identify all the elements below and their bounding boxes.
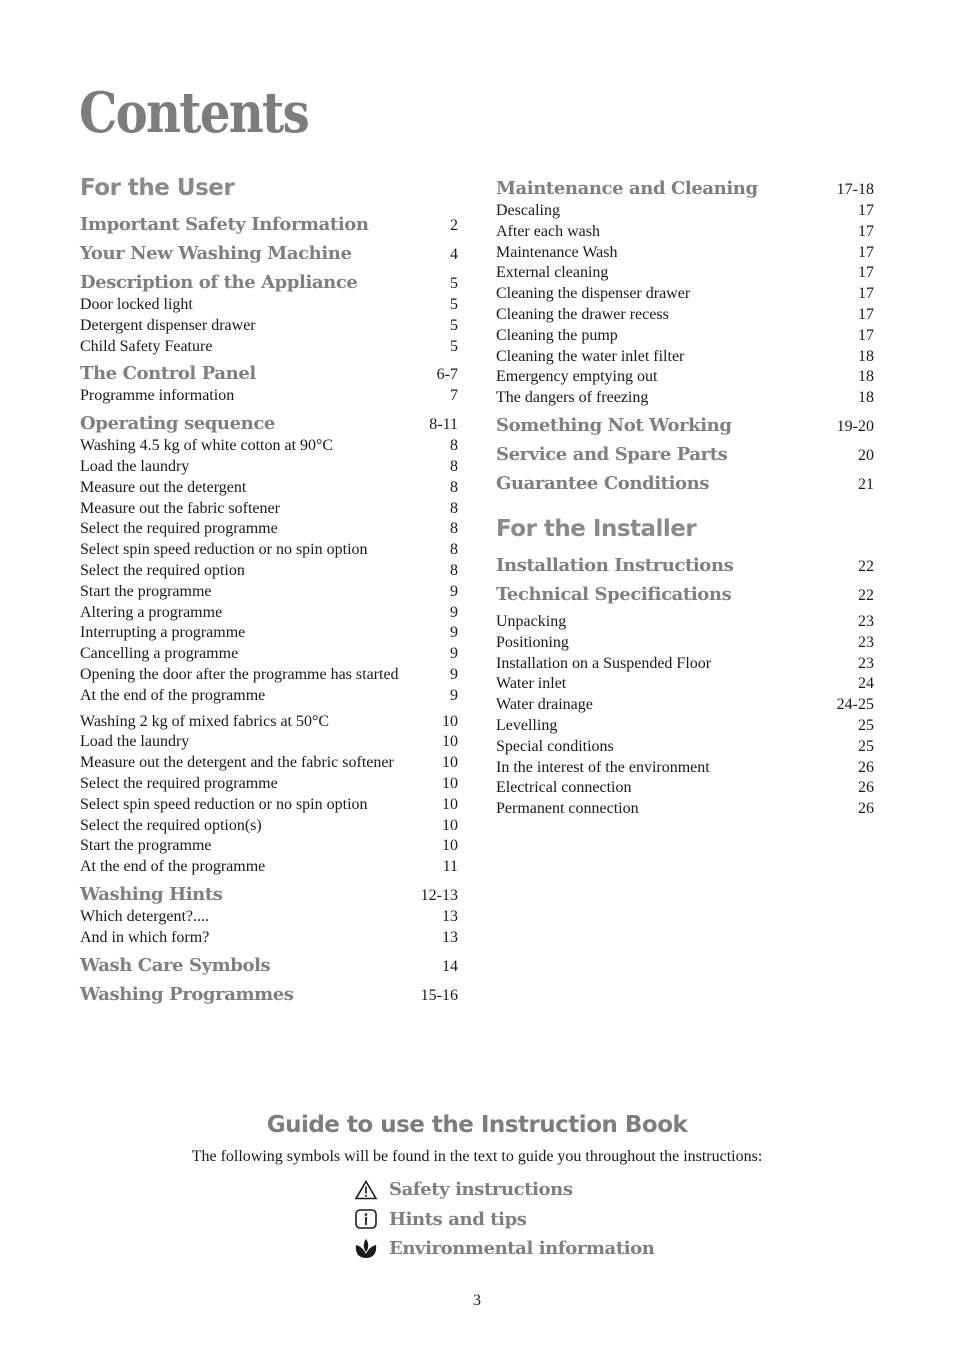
- toc-entry-title: Cleaning the drawer recess: [496, 305, 669, 323]
- toc-heading-entry: [80, 213, 458, 237]
- toc-entry-page: 18: [858, 347, 874, 365]
- toc-entry: [496, 326, 874, 347]
- toc-entry-title: Special conditions: [496, 737, 614, 755]
- toc-entry: [80, 386, 458, 407]
- toc-heading-entry: [496, 554, 874, 578]
- legend-item-environment: [354, 1234, 654, 1264]
- toc-entry-page: 8: [450, 457, 458, 475]
- toc-entry-page: 17: [858, 243, 874, 261]
- toc-entry: [496, 388, 874, 409]
- toc-entry-page: 10: [442, 754, 458, 772]
- toc-entry-page: 19-20: [836, 417, 874, 435]
- page-title: Contents: [79, 80, 308, 146]
- toc-entry-title: Start the programme: [80, 582, 212, 600]
- toc-entry-page: 6-7: [436, 366, 458, 384]
- toc-entry-page: 5: [450, 296, 458, 313]
- toc-entry-title: Select the required option(s): [80, 816, 262, 834]
- toc-entry-page: 22: [858, 586, 874, 604]
- toc-entry-title: Descaling: [496, 202, 560, 219]
- toc-entry-page: 20: [858, 446, 874, 464]
- toc-entry: [80, 928, 458, 949]
- toc-entry: [80, 499, 458, 520]
- toc-list-installer: [496, 554, 874, 820]
- toc-entry-title: Maintenance Wash: [496, 243, 618, 261]
- toc-entry: [496, 778, 874, 799]
- toc-entry: [496, 612, 874, 633]
- toc-entry: [80, 603, 458, 624]
- toc-entry: [80, 457, 458, 478]
- toc-entry-title: Measure out the fabric softener: [80, 499, 280, 517]
- toc-entry-page: 9: [450, 603, 458, 621]
- toc-entry-page: 9: [450, 582, 458, 600]
- toc-entry: [80, 753, 458, 774]
- symbol-legend: [354, 1175, 654, 1264]
- guide-intro: The following symbols will be found in the text to guide you throughout the instructions:: [191, 1148, 763, 1165]
- toc-entry: [80, 836, 458, 857]
- toc-entry: [80, 665, 458, 686]
- toc-entry-title: Door locked light: [80, 296, 193, 313]
- toc-entry: [80, 519, 458, 540]
- toc-entry: [496, 222, 874, 243]
- toc-entry-page: 10: [442, 774, 458, 792]
- toc-entry-page: 4: [450, 246, 458, 263]
- toc-entry-page: 17: [858, 285, 874, 303]
- toc-entry-title: Cleaning the dispenser drawer: [496, 285, 691, 303]
- toc-entry-title: Washing Programmes: [80, 983, 294, 1005]
- toc-entry-title: Detergent dispenser drawer: [80, 316, 256, 334]
- toc-entry: [496, 305, 874, 326]
- toc-entry-page: 17: [858, 222, 874, 240]
- toc-entry-title: At the end of the programme: [80, 858, 266, 876]
- page-number: 3: [473, 1292, 481, 1309]
- toc-entry-title: Your New Washing Machine: [80, 243, 352, 264]
- toc-entry-page: 8: [450, 478, 458, 496]
- toc-heading-entry: [496, 583, 874, 607]
- guide-section: [0, 1112, 954, 1172]
- toc-entry-title: Measure out the detergent: [80, 478, 247, 496]
- toc-entry: [80, 795, 458, 816]
- toc-entry-title: Wash Care Symbols: [80, 954, 271, 976]
- toc-entry-title: Washing 2 kg of mixed fabrics at 50°C: [80, 712, 330, 730]
- toc-entry-title: Water drainage: [496, 696, 593, 714]
- toc-entry-page: 8: [450, 520, 458, 538]
- toc-entry-title: After each wash: [496, 222, 600, 240]
- toc-left-column: [80, 175, 458, 1007]
- toc-list-maintenance: [496, 177, 874, 496]
- toc-entry-page: 23: [858, 612, 874, 630]
- toc-entry-title: Load the laundry: [80, 457, 190, 475]
- toc-entry-title: Electrical connection: [496, 779, 632, 797]
- toc-entry: [80, 561, 458, 582]
- toc-entry-page: 17: [858, 264, 874, 282]
- toc-entry-title: Select the required programme: [80, 520, 278, 538]
- toc-entry: [80, 857, 458, 878]
- toc-entry-page: 24: [858, 675, 874, 693]
- toc-entry-title: Select spin speed reduction or no spin option: [80, 795, 368, 813]
- toc-entry: [496, 695, 874, 716]
- toc-entry-page: 15-16: [420, 986, 458, 1004]
- toc-entry-page: 9: [450, 686, 458, 704]
- toc-entry-title: Technical Specifications: [496, 583, 732, 605]
- toc-entry-title: Description of the Appliance: [80, 272, 358, 293]
- toc-entry: [80, 540, 458, 561]
- section-heading-installer: For the Installer: [496, 515, 697, 542]
- toc-heading-entry: [496, 414, 874, 438]
- toc-entry-title: Installation Instructions: [496, 554, 734, 576]
- toc-heading-entry: [80, 362, 458, 386]
- toc-entry: [80, 732, 458, 753]
- toc-entry-title: The Control Panel: [80, 363, 256, 385]
- toc-entry-page: 23: [858, 654, 874, 672]
- toc-entry-title: Guarantee Conditions: [496, 472, 710, 494]
- toc-entry: [496, 737, 874, 758]
- toc-entry-page: 9: [450, 665, 458, 683]
- toc-entry-title: Cancelling a programme: [80, 645, 239, 663]
- toc-entry-title: Opening the door after the programme has started: [80, 665, 399, 683]
- toc-entry-page: 8: [450, 561, 458, 579]
- toc-heading-entry: [80, 271, 458, 295]
- toc-heading-entry: [496, 177, 874, 201]
- toc-entry: [496, 799, 874, 820]
- toc-entry-page: 5: [450, 316, 458, 334]
- toc-entry: [80, 623, 458, 644]
- toc-entry-page: 8-11: [429, 416, 458, 434]
- legend-item-hints: [354, 1205, 654, 1235]
- toc-entry: [80, 774, 458, 795]
- toc-entry-page: 13: [442, 907, 458, 925]
- toc-entry: [496, 758, 874, 779]
- toc-entry-title: And in which form?: [80, 928, 210, 946]
- toc-entry: [496, 263, 874, 284]
- toc-entry: [80, 316, 458, 337]
- toc-entry-title: Permanent connection: [496, 800, 639, 818]
- toc-entry-title: Start the programme: [80, 837, 212, 855]
- toc-entry-title: Service and Spare Parts: [496, 443, 728, 465]
- toc-entry: [496, 674, 874, 695]
- toc-entry-page: 5: [450, 337, 458, 355]
- toc-entry-page: 23: [858, 633, 874, 651]
- toc-entry-title: Something Not Working: [496, 414, 732, 436]
- toc-entry: [80, 295, 458, 316]
- toc-entry-page: 25: [858, 716, 874, 734]
- toc-entry-title: Altering a programme: [80, 603, 223, 621]
- toc-entry-title: Programme information: [80, 387, 235, 405]
- toc-entry-page: 17-18: [836, 181, 874, 198]
- toc-entry: [496, 243, 874, 264]
- toc-heading-entry: [80, 883, 458, 907]
- toc-entry: [496, 284, 874, 305]
- toc-entry-page: 17: [858, 202, 874, 219]
- toc-entry-title: Operating sequence: [80, 413, 275, 435]
- toc-entry-page: 22: [858, 557, 874, 575]
- toc-entry-page: 10: [442, 816, 458, 834]
- legend-item-safety: [354, 1175, 654, 1205]
- toc-heading-entry: [80, 954, 458, 978]
- toc-entry: [80, 907, 458, 928]
- toc-entry-title: Installation on a Suspended Floor: [496, 654, 712, 672]
- toc-entry-title: Cleaning the pump: [496, 326, 618, 344]
- toc-entry-title: External cleaning: [496, 264, 609, 282]
- toc-entry: [80, 478, 458, 499]
- toc-entry-page: 21: [858, 475, 874, 493]
- toc-entry-page: 18: [858, 389, 874, 407]
- toc-entry-title: Select the required option: [80, 561, 245, 579]
- toc-heading-entry: [496, 443, 874, 467]
- toc-entry-page: 13: [442, 928, 458, 946]
- toc-entry-title: Select the required programme: [80, 774, 278, 792]
- toc-entry: [496, 347, 874, 368]
- toc-entry-page: 12-13: [420, 886, 458, 904]
- toc-entry-title: Washing 4.5 kg of white cotton at 90°C: [80, 437, 334, 455]
- legend-label: Hints and tips: [389, 1208, 527, 1230]
- toc-entry-title: Water inlet: [496, 675, 567, 693]
- toc-entry: [80, 686, 458, 707]
- legend-label: Safety instructions: [389, 1179, 573, 1201]
- toc-entry-title: Maintenance and Cleaning: [496, 178, 758, 199]
- guide-title: Guide to use the Instruction Book: [266, 1112, 688, 1138]
- toc-list-user: [80, 213, 458, 1007]
- info-icon: [354, 1207, 378, 1231]
- toc-entry: [496, 654, 874, 675]
- toc-entry-page: 14: [442, 957, 458, 975]
- toc-entry-title: Interrupting a programme: [80, 624, 246, 642]
- toc-entry-page: 10: [442, 733, 458, 751]
- toc-entry-page: 8: [450, 437, 458, 455]
- toc-entry-title: Important Safety Information: [80, 214, 369, 235]
- toc-entry: [80, 644, 458, 665]
- toc-heading-entry: [80, 412, 458, 436]
- toc-entry-page: 26: [858, 758, 874, 776]
- toc-entry-page: 18: [858, 368, 874, 386]
- toc-entry-page: 8: [450, 499, 458, 517]
- toc-entry-page: 9: [450, 624, 458, 642]
- toc-heading-entry: [80, 983, 458, 1007]
- toc-entry-title: Load the laundry: [80, 733, 190, 751]
- toc-entry-page: 2: [450, 217, 458, 234]
- toc-entry: [496, 367, 874, 388]
- toc-entry-title: At the end of the programme: [80, 686, 266, 704]
- toc-entry-page: 17: [858, 305, 874, 323]
- warning-triangle-icon: [354, 1178, 378, 1202]
- toc-entry-title: Washing Hints: [80, 883, 223, 905]
- toc-entry-title: Which detergent?....: [80, 907, 209, 925]
- toc-entry-page: 11: [442, 858, 458, 876]
- toc-entry-page: 7: [450, 387, 458, 405]
- toc-entry: [496, 201, 874, 222]
- toc-entry-title: Emergency emptying out: [496, 368, 658, 386]
- toc-entry-title: Positioning: [496, 633, 569, 651]
- toc-entry-title: Cleaning the water inlet filter: [496, 347, 685, 365]
- toc-entry-page: 10: [442, 837, 458, 855]
- toc-entry-page: 24-25: [836, 696, 874, 714]
- toc-entry-title: Unpacking: [496, 612, 567, 630]
- toc-entry-page: 5: [450, 275, 458, 292]
- environment-leaf-icon: [354, 1237, 378, 1261]
- toc-entry-page: 26: [858, 800, 874, 818]
- toc-entry: [80, 712, 458, 733]
- toc-entry-page: 17: [858, 326, 874, 344]
- toc-entry-page: 8: [450, 541, 458, 559]
- toc-entry: [80, 582, 458, 603]
- toc-entry-title: Measure out the detergent and the fabric softener: [80, 754, 394, 772]
- toc-entry: [496, 633, 874, 654]
- toc-entry-title: Child Safety Feature: [80, 337, 213, 355]
- toc-entry-title: In the interest of the environment: [496, 758, 710, 776]
- toc-entry: [80, 816, 458, 837]
- toc-entry: [80, 436, 458, 457]
- toc-right-column: [496, 177, 874, 820]
- toc-entry-page: 25: [858, 737, 874, 755]
- toc-entry-title: Select spin speed reduction or no spin option: [80, 541, 368, 559]
- toc-heading-entry: [496, 472, 874, 496]
- toc-entry-page: 9: [450, 645, 458, 663]
- toc-entry-title: Levelling: [496, 716, 558, 734]
- toc-entry-page: 10: [442, 712, 458, 730]
- toc-entry: [80, 337, 458, 358]
- toc-entry-page: 26: [858, 779, 874, 797]
- toc-entry-page: 10: [442, 795, 458, 813]
- section-heading-user: For the User: [80, 175, 235, 201]
- toc-heading-entry: [80, 242, 458, 266]
- toc-entry-title: The dangers of freezing: [496, 389, 649, 407]
- toc-entry: [496, 716, 874, 737]
- legend-label: Environmental information: [389, 1238, 655, 1260]
